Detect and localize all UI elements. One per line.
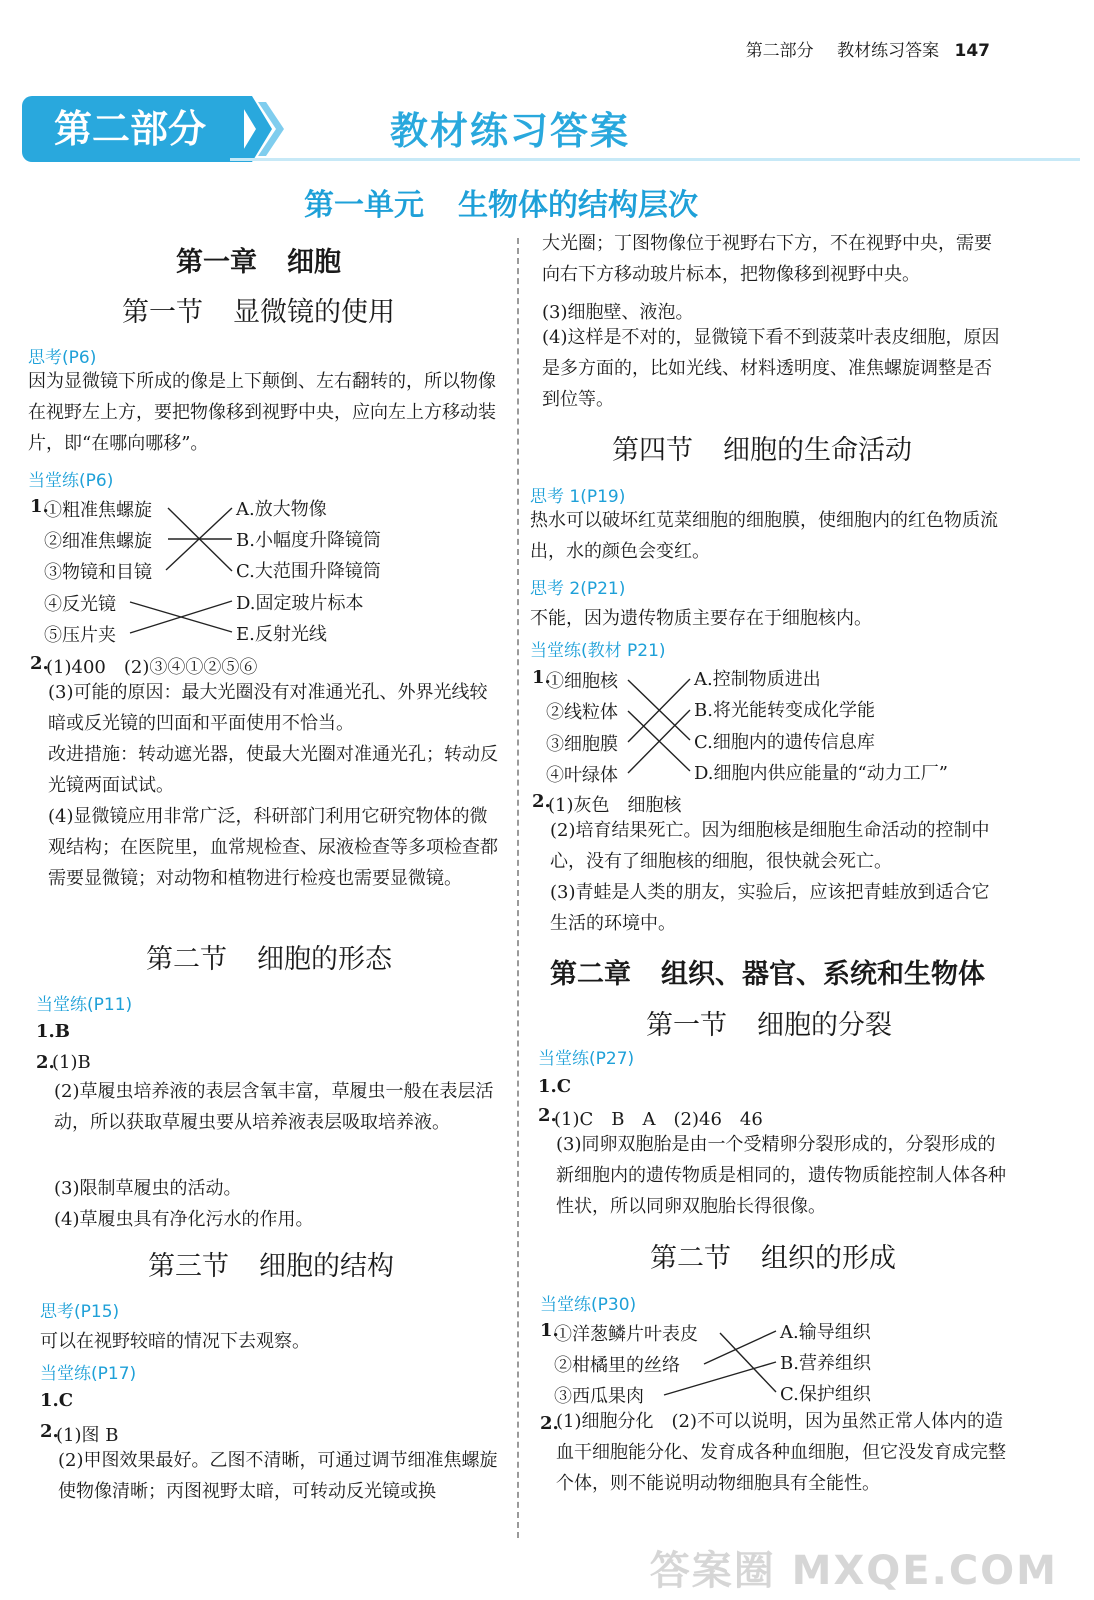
part-banner-tab: 第二部分 — [22, 96, 244, 162]
think-tag: 思考 1(P19) — [530, 487, 626, 507]
practice-tag: 当堂练(P17) — [40, 1364, 137, 1384]
chapter-label: 第一章 — [176, 247, 257, 278]
match-left-item: ①粗准焦螺旋 — [44, 500, 152, 521]
answer-paragraph: (2)甲图效果最好。乙图不清晰，可通过调节细准焦螺旋使物像清晰；丙图视野太暗，可转动反光镜或换 — [58, 1450, 498, 1502]
answer-line: (1)B — [52, 1052, 91, 1073]
section-title: 细胞的形态 — [257, 944, 392, 975]
watermark: 答案圈 MXQE.COM — [649, 1548, 1058, 1594]
section-title: 细胞的生命活动 — [723, 435, 912, 466]
banner-title: 教材练习答案 — [390, 109, 631, 153]
think-tag: 思考(P15) — [40, 1302, 120, 1322]
running-head-section: 第二部分 — [745, 41, 814, 61]
answer-paragraph: (4)显微镜应用非常广泛，科研部门利用它研究物体的微观结构；在医院里，血常规检查、尿液检查等多项检查都需要显微镜；对动物和植物进行检疫也需要显微镜。 — [48, 806, 498, 889]
answer-paragraph: 因为显微镜下所成的像是上下颠倒、左右翻转的，所以物像在视野左上方，要把物像移到视野中央，应向左上方移动装片，即“在哪向哪移”。 — [28, 371, 496, 454]
match-line — [720, 1333, 776, 1392]
question-number: 2. — [538, 1105, 557, 1126]
unit-label: 第一单元 — [304, 188, 424, 223]
match-right-item: A.输导组织 — [780, 1322, 871, 1343]
match-right-item: C.大范围升降镜筒 — [236, 561, 381, 582]
question-number: 1. — [540, 1320, 559, 1341]
answer-line: (1)图 B — [56, 1425, 119, 1446]
match-left-item: ③物镜和目镜 — [44, 562, 152, 583]
answer-paragraph: (3)青蛙是人类的朋友，实验后，应该把青蛙放到适合它生活的环境中。 — [550, 882, 990, 934]
match-right-item: A.放大物像 — [236, 499, 327, 520]
section-label: 第三节 — [148, 1251, 229, 1282]
section-title: 细胞的分裂 — [757, 1010, 892, 1041]
answer-paragraph: (1)细胞分化 (2)不可以说明，因为虽然正常人体内的造血干细胞能分化、发育成各种血细胞，但它没发育成完整个体，则不能说明动物细胞具有全能性。 — [556, 1411, 1006, 1494]
section-label: 第一节 — [122, 297, 203, 328]
match-right-item: C.保护组织 — [780, 1384, 871, 1405]
chapter-title: 细胞 — [287, 247, 341, 278]
answer-paragraph: 大光圈；丁图物像位于视野右下方，不在视野中央，需要向右下方移动玻片标本，把物像移到视野中央。 — [542, 233, 992, 285]
match-right-item: D.固定玻片标本 — [236, 593, 364, 614]
answer-paragraph: 改进措施：转动遮光器，使最大光圈对准通光孔；转动反光镜两面试试。 — [48, 744, 498, 796]
section-title: 细胞的结构 — [259, 1251, 394, 1282]
match-line — [664, 1362, 776, 1395]
answer-line: 可以在视野较暗的情况下去观察。 — [40, 1331, 310, 1352]
practice-tag: 当堂练(P30) — [540, 1295, 637, 1315]
practice-tag: 当堂练(P27) — [538, 1049, 635, 1069]
question-number: 2. — [30, 653, 49, 674]
question-number: 1. — [30, 496, 49, 517]
practice-tag: 当堂练(P11) — [36, 995, 133, 1015]
match-right-item: D.细胞内供应能量的“动力工厂” — [694, 763, 948, 784]
section-label: 第一节 — [646, 1010, 727, 1041]
match-right-item: B.营养组织 — [780, 1353, 871, 1374]
section-title: 显微镜的使用 — [233, 297, 395, 328]
answer-line: (3)限制草履虫的活动。 — [54, 1178, 242, 1199]
section-label: 第二节 — [650, 1243, 731, 1274]
answer-paragraph: (3)可能的原因：最大光圈没有对准通光孔、外界光线较暗或反光镜的凹面和平面使用不恰当。 — [48, 682, 488, 734]
match-left-item: ④反光镜 — [44, 594, 116, 615]
section-title: 组织的形成 — [761, 1243, 896, 1274]
match-left-item: ③西瓜果肉 — [554, 1386, 644, 1407]
section-label: 第二节 — [146, 944, 227, 975]
answer-line: (1)C B A (2)46 46 — [554, 1109, 763, 1130]
match-left-item: ④叶绿体 — [546, 765, 618, 786]
practice-tag: 当堂练(教材 P21) — [530, 641, 666, 661]
answer-paragraph: (2)草履虫培养液的表层含氧丰富，草履虫一般在表层活动，所以获取草履虫要从培养液表层吸取培养液。 — [54, 1081, 494, 1133]
match-line — [704, 1331, 776, 1364]
answer-paragraph: (4)这样是不对的，显微镜下看不到菠菜叶表皮细胞，原因是多方面的，比如光线、材料透明度、准焦螺旋调整是否到位等。 — [542, 327, 1000, 410]
match-left-item: ①洋葱鳞片叶表皮 — [554, 1324, 698, 1345]
chapter-title: 组织、器官、系统和生物体 — [661, 959, 985, 990]
match-left-item: ②细准焦螺旋 — [44, 531, 152, 552]
match-right-item: B.将光能转变成化学能 — [694, 700, 875, 721]
section-label: 第四节 — [612, 435, 693, 466]
chapter-label: 第二章 — [550, 959, 631, 990]
answer-line: (4)草履虫具有净化污水的作用。 — [54, 1209, 314, 1230]
answer-line: 1.C — [40, 1390, 74, 1411]
unit-title: 生物体的结构层次 — [458, 188, 698, 223]
answer-line: (1)400 (2)③④①②⑤⑥ — [46, 657, 258, 678]
answer-line: 1.C — [538, 1076, 572, 1097]
question-number: 2. — [36, 1052, 55, 1073]
running-head-title: 教材练习答案 — [837, 41, 940, 61]
answer-paragraph: 热水可以破坏红苋菜细胞的细胞膜，使细胞内的红色物质流出，水的颜色会变红。 — [530, 510, 998, 562]
match-left-item: ①细胞核 — [546, 671, 618, 692]
question-number: 2. — [532, 791, 551, 812]
practice-tag: 当堂练(P6) — [28, 471, 114, 491]
answer-line: 1.B — [36, 1021, 71, 1042]
question-number: 1. — [532, 667, 551, 688]
page-number: 147 — [954, 41, 990, 61]
answer-line: (3)细胞壁、液泡。 — [542, 302, 694, 323]
question-number: 2. — [40, 1421, 59, 1442]
match-right-item: A.控制物质进出 — [694, 669, 821, 690]
answer-line: (1)灰色 细胞核 — [548, 795, 682, 816]
match-right-item: E.反射光线 — [236, 624, 327, 645]
match-left-item: ②线粒体 — [546, 702, 618, 723]
think-tag: 思考 2(P21) — [530, 579, 626, 599]
answer-line: 不能，因为遗传物质主要存在于细胞核内。 — [530, 608, 872, 629]
answer-paragraph: (2)培育结果死亡。因为细胞核是细胞生命活动的控制中心，没有了细胞核的细胞，很快就会死亡。 — [550, 820, 990, 872]
match-left-item: ③细胞膜 — [546, 734, 618, 755]
match-left-item: ⑤压片夹 — [44, 625, 116, 646]
match-right-item: C.细胞内的遗传信息库 — [694, 732, 875, 753]
match-right-item: B.小幅度升降镜筒 — [236, 530, 381, 551]
think-tag: 思考(P6) — [28, 348, 97, 368]
match-left-item: ②柑橘里的丝络 — [554, 1355, 680, 1376]
question-number: 2. — [540, 1413, 559, 1434]
answer-paragraph: (3)同卵双胞胎是由一个受精卵分裂形成的，分裂形成的新细胞内的遗传物质是相同的，遗传物质能控制人体各种性状，所以同卵双胞胎长得很像。 — [556, 1134, 1006, 1217]
